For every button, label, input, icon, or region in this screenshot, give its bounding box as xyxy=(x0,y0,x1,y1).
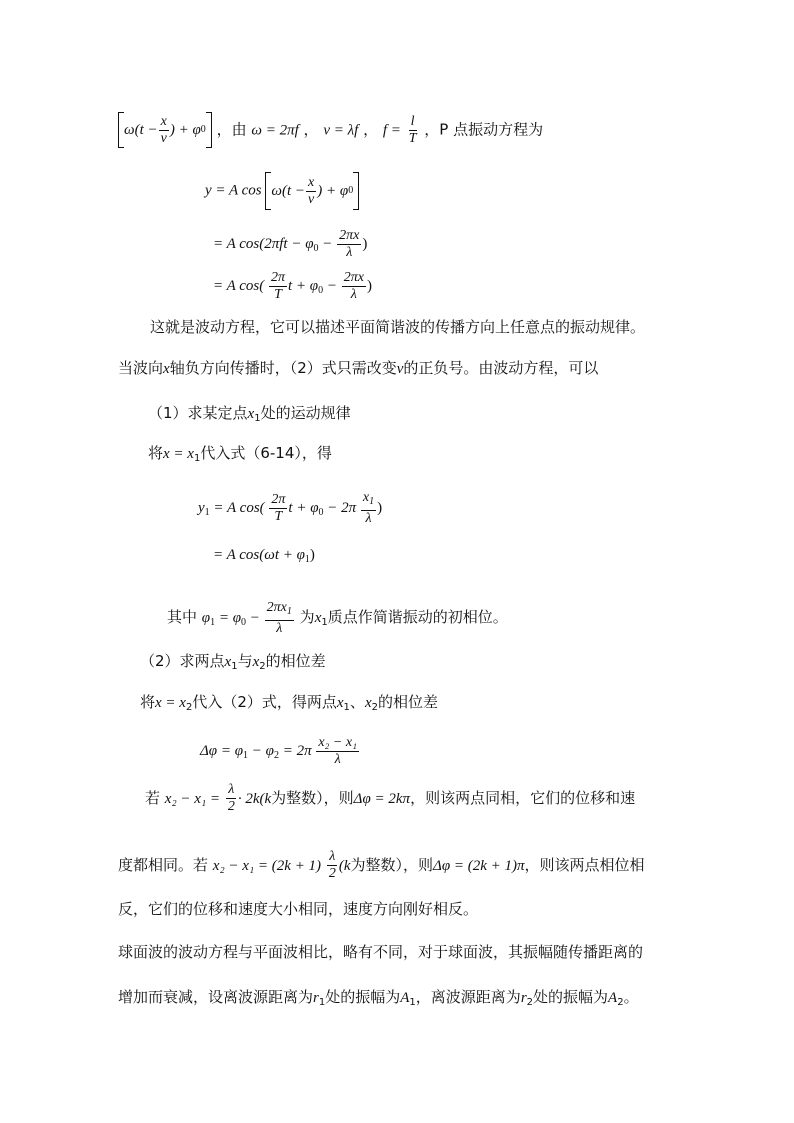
minus-2pi: − 2π xyxy=(323,499,357,516)
fraction-denominator: T xyxy=(408,130,417,146)
var-A2: A xyxy=(608,990,618,1006)
fraction-numerator xyxy=(361,490,376,511)
paragraph-negative-direction xyxy=(118,358,598,379)
text: 质点作简谐振动的初相位。 xyxy=(327,607,508,626)
text: （1）求某定点 xyxy=(148,404,248,422)
heading-item-1 xyxy=(148,403,351,429)
bracket-expression xyxy=(265,172,359,210)
text: 与 xyxy=(237,652,253,670)
subscript: 2 xyxy=(185,702,193,713)
subscript: 1 xyxy=(343,702,350,713)
fraction-denominator: λ xyxy=(334,752,341,767)
close-paren: ) xyxy=(362,235,368,252)
expression-mid: t + φ xyxy=(288,499,319,516)
t-minus: (t − xyxy=(134,122,158,138)
text: 处的运动规律 xyxy=(260,404,351,422)
var-x: x xyxy=(314,609,322,626)
fraction-2pix1-over-lambda xyxy=(265,600,294,637)
fraction-lambda-over-2 xyxy=(327,849,338,882)
subscript: 0 xyxy=(318,284,324,296)
minus: − xyxy=(323,277,337,294)
separator: ， xyxy=(363,120,379,139)
text: 的相位差 xyxy=(377,693,438,711)
fraction-lambda-over-2 xyxy=(226,782,237,815)
subscript: 1 xyxy=(318,997,326,1008)
subscript: 0 xyxy=(348,185,354,196)
substitution-line-1 xyxy=(148,443,332,469)
fraction-denominator: λ xyxy=(346,245,353,260)
fraction-numerator: λ xyxy=(228,782,235,797)
expression-start: = A cos( xyxy=(213,277,265,294)
v-equation: v = λf xyxy=(323,122,359,139)
bracket-expression xyxy=(118,112,212,148)
expression-mid: t + φ xyxy=(288,277,319,294)
var-A1: A xyxy=(400,990,410,1006)
omega-equation: ω = 2πf xyxy=(251,122,299,139)
text: 为 xyxy=(299,607,315,626)
var-x2: x xyxy=(364,695,372,711)
subscript: 1 xyxy=(286,606,292,617)
text: （2）求两点 xyxy=(140,652,225,670)
equation-c xyxy=(213,270,372,303)
subscript: 0 xyxy=(200,124,206,135)
subscript: 1 xyxy=(304,554,310,565)
inner-start: ω(t − xyxy=(271,183,306,199)
subscript: 0 xyxy=(318,506,324,518)
text: 为整数），则 xyxy=(271,789,354,807)
fraction-denominator: λ xyxy=(276,621,283,636)
paragraph-spherical-wave: 球面波的波动方程与平面波相比，略有不同，对于球面波，其振幅随传播距离的 xyxy=(118,943,644,961)
minus: − xyxy=(246,609,260,626)
var-x: x xyxy=(163,361,170,377)
text: 代入（2）式，得两点 xyxy=(192,693,337,711)
fraction-numerator: x₂ − x₁ xyxy=(318,735,357,750)
var-y: y xyxy=(198,499,205,516)
fraction-x2-x1-over-lambda xyxy=(316,735,359,768)
substitution-line-2 xyxy=(140,692,438,718)
equals-2pi: = 2π xyxy=(278,742,312,759)
fraction-l-over-T xyxy=(407,114,419,147)
fraction-denominator: λ xyxy=(365,511,372,526)
text: 的相位差 xyxy=(265,652,326,670)
fraction-2pi-over-T xyxy=(269,270,287,303)
subscript: 1 xyxy=(231,661,238,672)
text: 将 xyxy=(148,444,164,462)
fraction-numerator: 2πx xyxy=(343,270,364,285)
var-v: v xyxy=(396,361,404,377)
fraction-x1-over-lambda xyxy=(361,490,376,527)
subscript: 2 xyxy=(617,997,624,1008)
var-x1: x xyxy=(224,654,232,670)
text-you: ，由 xyxy=(216,120,247,139)
subscript: 1 xyxy=(204,506,210,518)
plus-phi: ) + φ xyxy=(169,122,201,138)
subscript: 1 xyxy=(369,496,375,507)
equation-d xyxy=(198,490,382,527)
text: 度都相同。若 xyxy=(118,856,209,874)
equation-part: x₂ − x₁ = xyxy=(164,791,221,807)
subscript: 1 xyxy=(193,453,201,464)
equation-lhs: y = A cos xyxy=(205,182,262,199)
fraction-2pix-over-lambda xyxy=(342,270,366,303)
minus-phi: − φ xyxy=(248,742,274,759)
var-x: x xyxy=(247,406,255,422)
subscript: 2 xyxy=(273,749,279,761)
subscript: 2 xyxy=(526,997,534,1008)
var-r2: r xyxy=(520,990,527,1006)
fraction-denominator: v xyxy=(308,191,315,207)
paragraph-opposite-velocity: 反，它们的位移和速度大小相同，速度方向刚好相反。 xyxy=(118,900,479,918)
subscript: 1 xyxy=(243,749,249,761)
subscript: 0 xyxy=(313,242,319,254)
paragraph-amplitude-decay xyxy=(118,987,639,1013)
equation-part: x₂ − x₁ = (2k + 1) xyxy=(212,858,322,874)
text: 将 xyxy=(140,693,156,711)
equals-phi: = φ xyxy=(215,609,242,626)
text: ，则该两点相位相 xyxy=(524,856,645,874)
fraction-numerator: 2π xyxy=(271,492,286,507)
var-phi: φ xyxy=(201,609,211,626)
paragraph-initial-phase xyxy=(167,600,508,637)
text: 。 xyxy=(623,988,639,1006)
numerator-text: 2πx xyxy=(266,600,287,615)
fraction-numerator: x xyxy=(160,113,167,129)
fraction-numerator: 2πx xyxy=(339,228,360,243)
expression-start: Δφ = φ xyxy=(200,742,244,759)
equation-phase-difference xyxy=(200,735,360,768)
equation: x = x xyxy=(163,446,194,462)
text: 轴负方向传播时，（2）式只需改变 xyxy=(169,359,397,377)
equation: x = x xyxy=(155,695,186,711)
subscript: 2 xyxy=(259,661,266,672)
text: 若 xyxy=(145,789,161,807)
var-x1: x xyxy=(336,695,344,711)
text: 处的振幅为 xyxy=(325,988,401,1006)
fraction-denominator: v xyxy=(160,130,167,146)
text: 处的振幅为 xyxy=(533,988,609,1006)
equation-part: · 2k(k xyxy=(237,791,272,807)
text-p-point: ，P 点振动方程为 xyxy=(424,120,544,139)
text: 其中 xyxy=(167,607,198,626)
inner-end: ) + φ xyxy=(317,183,349,199)
minus: − xyxy=(318,235,333,252)
fraction-denominator: 2 xyxy=(227,799,235,814)
fraction-denominator: λ xyxy=(350,287,357,302)
text: ，离波源距离为 xyxy=(415,988,521,1006)
fraction-denominator: T xyxy=(274,509,283,524)
fraction-numerator: l xyxy=(410,113,415,129)
subscript: 1 xyxy=(321,616,328,628)
text: 增加而衰减，设离波源距离为 xyxy=(118,988,314,1006)
paragraph-wave-equation: 这就是波动方程，它可以描述平面简谐波的传播方向上任意点的振动规律。 xyxy=(150,318,646,336)
subscript: 1 xyxy=(409,997,416,1008)
close-paren: ) xyxy=(309,547,315,563)
subscript: 2 xyxy=(371,702,378,713)
expression-start: = A cos( xyxy=(209,499,265,516)
close-paren: ) xyxy=(366,277,372,294)
f-equals: f = xyxy=(382,122,401,139)
text: 代入式（6-14），得 xyxy=(200,444,332,462)
equation-part: (k xyxy=(338,858,351,874)
equation-part: Δφ = 2kπ xyxy=(353,791,411,807)
separator: 、 xyxy=(349,693,365,711)
subscript: 1 xyxy=(210,616,216,628)
subscript: 1 xyxy=(254,413,261,424)
fraction-denominator: T xyxy=(274,287,282,302)
fraction-denominator: 2 xyxy=(328,866,336,881)
var-x: x xyxy=(362,490,370,505)
fraction-numerator: 2π xyxy=(270,270,285,285)
text: 的正负号。由波动方程，可以 xyxy=(403,359,599,377)
equation-a xyxy=(205,172,359,210)
omega-symbol: ω xyxy=(124,122,135,138)
var-x2: x xyxy=(252,654,260,670)
equation-line-1 xyxy=(118,112,543,148)
fraction-numerator: λ xyxy=(329,849,336,864)
expression-start: = A cos(2πft − φ xyxy=(213,235,314,252)
var-r1: r xyxy=(313,990,319,1006)
text: 为整数），则 xyxy=(350,856,434,874)
expression-start: = A cos(ωt + φ xyxy=(213,547,305,563)
equation-e xyxy=(213,545,315,570)
text: 当波向 xyxy=(118,359,164,377)
close-paren: ) xyxy=(377,499,383,516)
separator: ， xyxy=(303,120,319,139)
equation-b xyxy=(213,228,367,261)
fraction-2pi-over-T xyxy=(269,492,287,525)
subscript: 0 xyxy=(241,616,247,628)
text: ，则该两点同相，它们的位移和速 xyxy=(410,789,636,807)
equation-part: Δφ = (2k + 1)π xyxy=(433,858,525,874)
fraction-2pix-over-lambda xyxy=(337,228,361,261)
paragraph-antiphase xyxy=(118,849,645,882)
paragraph-in-phase xyxy=(145,782,635,815)
fraction-numerator xyxy=(265,600,294,621)
heading-item-2 xyxy=(140,651,326,677)
fraction-x-over-v xyxy=(306,175,316,208)
fraction-numerator: x xyxy=(308,174,315,190)
fraction-x-over-v xyxy=(159,114,169,147)
